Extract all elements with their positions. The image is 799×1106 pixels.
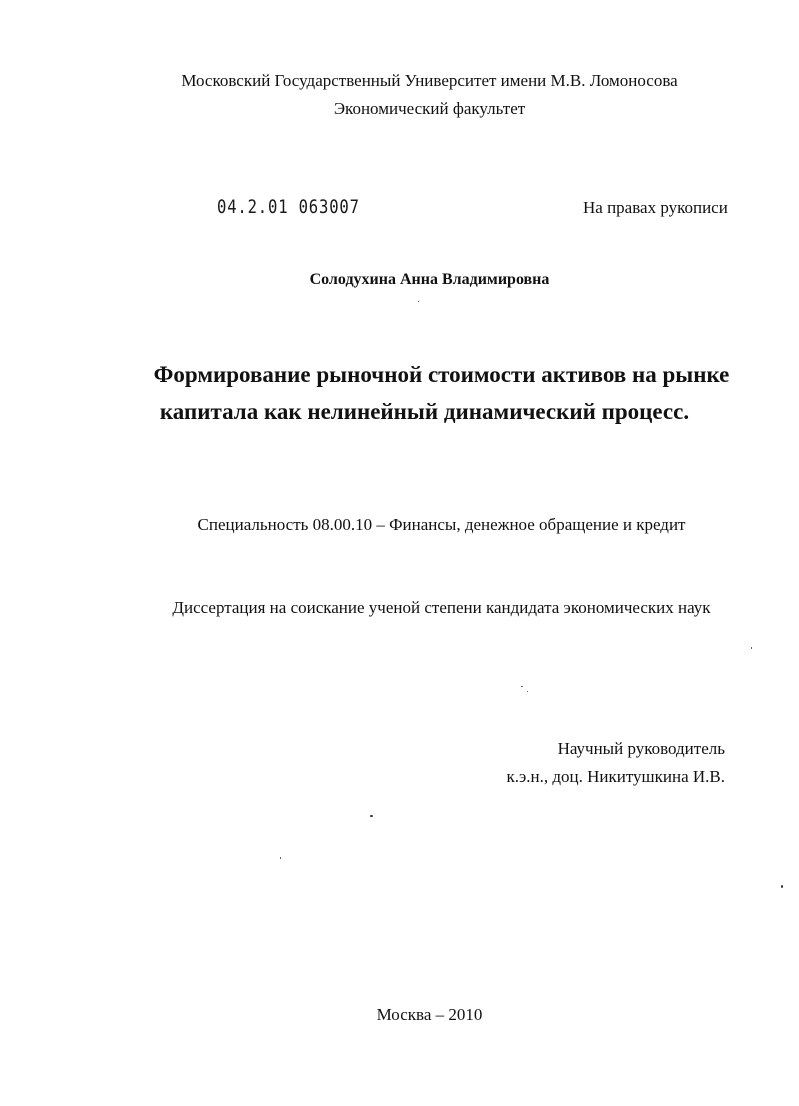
city-year: Москва – 2010 <box>376 1005 483 1024</box>
supervisor-block <box>506 735 725 791</box>
supervisor-role: Научный руководитель <box>557 739 725 758</box>
library-stamp-number: 04.2.01 063007 <box>217 196 360 218</box>
title-line-2: капитала как нелинейный динамический процесс. <box>159 399 690 424</box>
scan-speck <box>527 691 528 692</box>
scan-speck <box>751 647 752 649</box>
scan-speck <box>521 686 523 687</box>
title-line-1: Формирование рыночной стоимости активов на рынке <box>153 362 730 387</box>
dissertation-degree-line: Диссертация на соискание ученой степени кандидата экономических наук <box>172 598 711 617</box>
specialty-line: Специальность 08.00.10 – Финансы, денежное обращение и кредит <box>197 515 686 534</box>
supervisor-name: к.э.н., доц. Никитушкина И.В. <box>506 767 725 786</box>
scan-speck <box>370 815 373 817</box>
faculty-name: Экономический факультет <box>333 99 526 118</box>
author-name: Солодухина Анна Владимировна <box>309 271 550 288</box>
scan-speck <box>418 301 419 302</box>
university-name: Московский Государственный Университет имени М.В. Ломоносова <box>181 71 678 90</box>
dissertation-title <box>0 356 799 430</box>
scan-speck <box>280 857 281 859</box>
scan-speck <box>781 885 783 888</box>
manuscript-rights: На правах рукописи <box>583 198 728 217</box>
